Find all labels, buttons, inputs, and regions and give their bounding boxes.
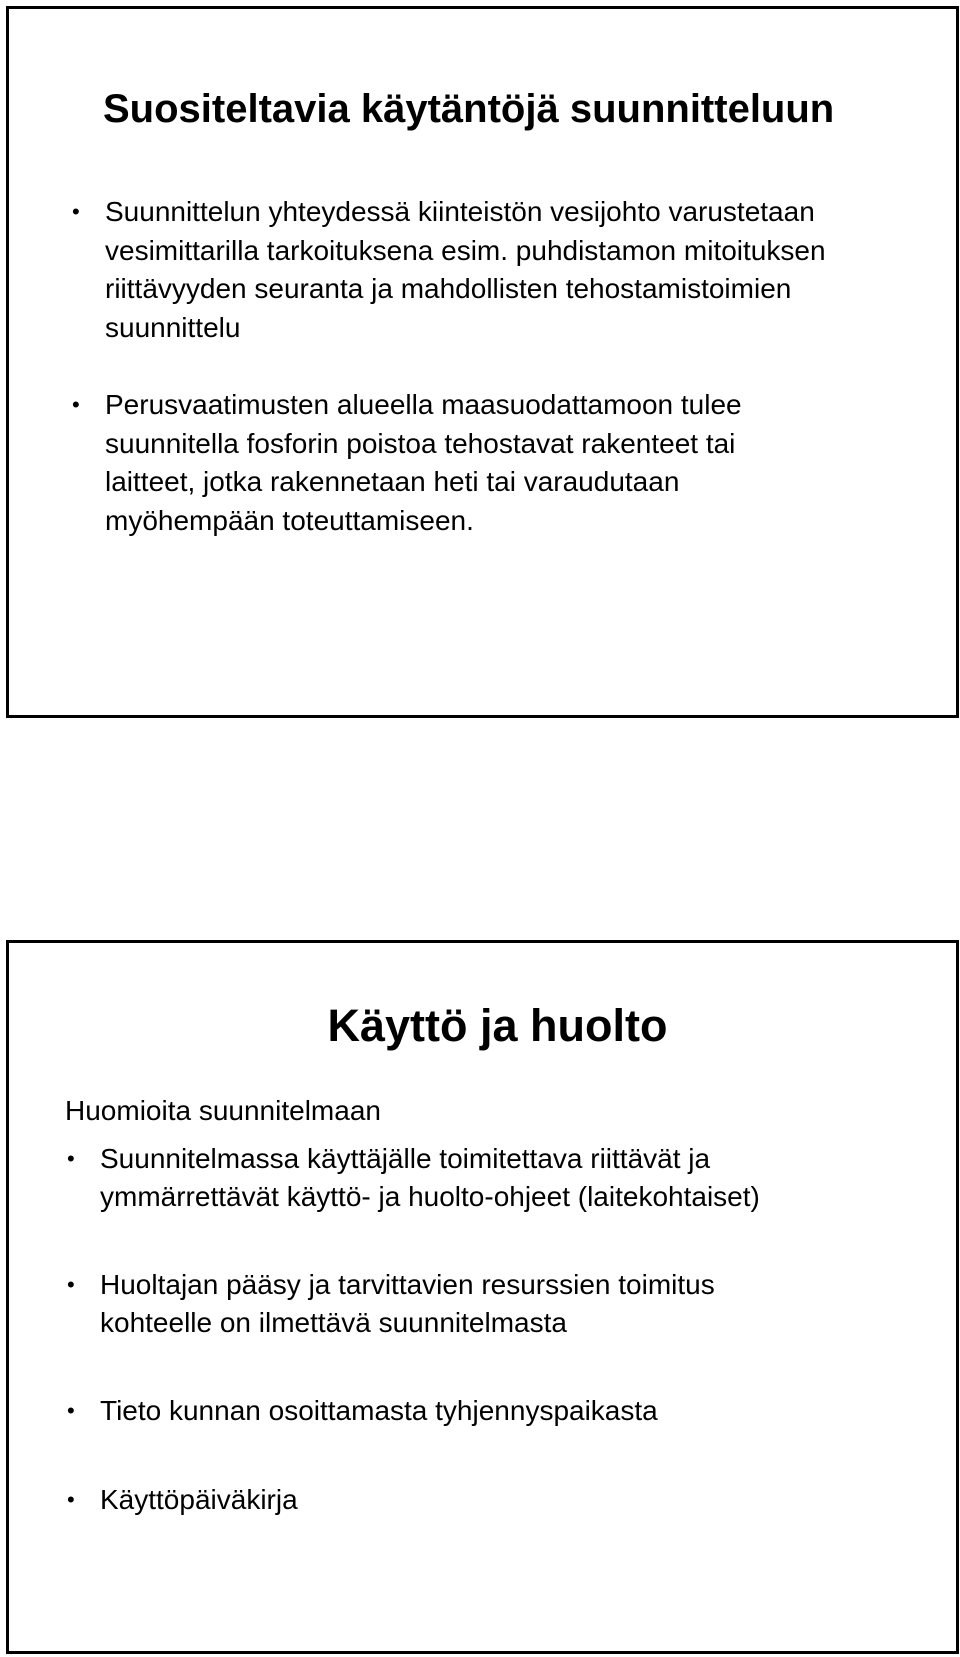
list-item <box>67 1481 900 1519</box>
bullet-icon: • <box>67 1486 75 1512</box>
bullet-icon: • <box>72 199 80 224</box>
list-item <box>67 1266 800 1341</box>
slide-1-title: Suositeltavia käytäntöjä suunnitteluun <box>103 87 835 131</box>
list-item <box>72 386 795 540</box>
slide-1-bullet-list <box>72 193 925 540</box>
bullet-text: Suunnitelmassa käyttäjälle toimitettava riittävät ja ymmärrettävät käyttö- ja huolto-ohjeet (laitekohtaiset) <box>100 1143 760 1212</box>
list-item <box>67 1140 790 1215</box>
slide-2 <box>6 940 959 1654</box>
bullet-text: Tieto kunnan osoittamasta tyhjennyspaikasta <box>100 1395 658 1426</box>
bullet-text: Suunnittelun yhteydessä kiinteistön vesijohto varustetaan vesimittarilla tarkoituksena esim. puhdistamon mitoituksen riittävyyden seuranta ja mahdollisten tehostamistoimien suunnittelu <box>105 196 826 343</box>
slide-2-intro: Huomioita suunnitelmaan <box>65 1095 381 1126</box>
slide-2-bullet-list <box>67 1140 930 1518</box>
slide-2-title: Käyttö ja huolto <box>327 1000 668 1051</box>
list-item <box>67 1392 900 1430</box>
bullet-icon: • <box>67 1272 75 1297</box>
list-item <box>72 193 835 347</box>
bullet-text: Perusvaatimusten alueella maasuodattamoon tulee suunnitella fosforin poistoa tehostavat rakenteet tai laitteet, jotka rakennetaan heti tai varaudutaan myöhempään toteuttamiseen. <box>105 389 742 536</box>
bullet-icon: • <box>67 1398 75 1423</box>
bullet-icon: • <box>67 1146 75 1171</box>
bullet-text: Huoltajan pääsy ja tarvittavien resurssien toimitus kohteelle on ilmettävä suunnitelmasta <box>100 1269 715 1338</box>
bullet-icon: • <box>72 392 80 417</box>
slide-1 <box>6 6 959 718</box>
bullet-text: Käyttöpäiväkirja <box>100 1483 298 1515</box>
